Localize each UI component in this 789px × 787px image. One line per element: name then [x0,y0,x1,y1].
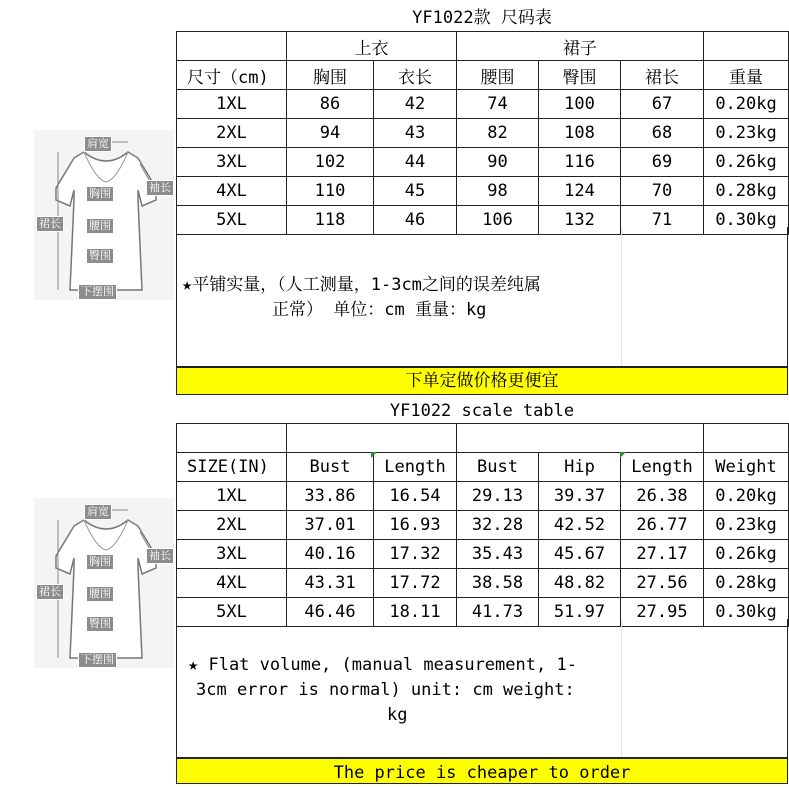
header-weight: Weight [704,453,789,482]
en-table-title: YF1022 scale table [389,401,575,421]
header-size: SIZE(IN) [177,453,287,482]
header-weight: 重量 [704,61,789,90]
empty-cell [704,32,789,61]
en-note-line-3: kg [387,705,408,725]
cell-size: 5XL [177,206,287,235]
cell-size: 2XL [177,119,287,148]
label-chest: 胸围 [86,554,114,570]
cell-bust: 33.86 [287,482,374,511]
cell-top-length: 43 [374,119,457,148]
cell-waist: 98 [457,177,539,206]
label-sleeve: 袖长 [146,180,174,196]
cell-hip: 108 [539,119,621,148]
header-top-length: 衣长 [374,61,457,90]
label-waist: 腰围 [86,218,114,234]
dress-measurement-figure [34,498,174,668]
header-skirt-length: 裙长 [621,61,704,90]
cell-hip: 48.82 [539,569,621,598]
en-size-table [176,423,789,627]
cell-size: 3XL [177,540,287,569]
dress-outline [34,498,174,668]
group-header-top: 上衣 [287,32,457,61]
cell-comment-marker [620,452,626,458]
cell-hip: 51.97 [539,598,621,627]
table-row [177,511,789,540]
cell-hip: 124 [539,177,621,206]
header-hip: 臀围 [539,61,621,90]
cell-top-length: 42 [374,90,457,119]
cell-weight: 0.23kg [704,119,789,148]
cell-size: 4XL [177,177,287,206]
label-dress-length: 裙长 [36,216,64,232]
cell-weight: 0.26kg [704,540,789,569]
en-header-row [177,453,789,482]
cell-bust: 43.31 [287,569,374,598]
label-shoulder: 肩宽 [84,136,112,152]
empty-cell [177,424,287,453]
label-dress-length: 裙长 [36,584,64,600]
header-hip: Hip [539,453,621,482]
cell-waist: 106 [457,206,539,235]
cell-skirt-length: 69 [621,148,704,177]
cell-skirt-length: 70 [621,177,704,206]
cell-top-length: 46 [374,206,457,235]
empty-cell [704,424,789,453]
cell-bust: 40.16 [287,540,374,569]
label-hem: 下摆围 [78,284,117,300]
cell-bust: 46.46 [287,598,374,627]
table-row [177,482,789,511]
divider [621,619,622,757]
cell-weight: 0.28kg [704,569,789,598]
empty-cell [457,424,704,453]
table-row [177,569,789,598]
cell-weight: 0.26kg [704,148,789,177]
header-chest: 胸围 [287,61,374,90]
cell-waist: 35.43 [457,540,539,569]
table-row [177,177,789,206]
en-promo-banner: The price is cheaper to order [176,758,788,784]
cell-chest: 118 [287,206,374,235]
cell-size: 5XL [177,598,287,627]
cell-waist: 74 [457,90,539,119]
cn-header-row [177,61,789,90]
cell-hip: 100 [539,90,621,119]
cell-chest: 86 [287,90,374,119]
cn-group-header-row [177,32,789,61]
cn-table-title: YF1022款 尺码表 [412,8,552,28]
header-size: 尺寸（cm) [177,61,287,90]
cell-skirt-length: 27.56 [621,569,704,598]
cell-skirt-length: 26.38 [621,482,704,511]
cell-waist: 41.73 [457,598,539,627]
cell-top-length: 45 [374,177,457,206]
header-skirt-length: Length [621,453,704,482]
empty-cell [177,32,287,61]
en-note-line-2: 3cm error is normal) unit: cm weight: [196,680,575,700]
en-group-header-row [177,424,789,453]
table-row [177,540,789,569]
cell-waist: 32.28 [457,511,539,540]
cell-top-length: 16.93 [374,511,457,540]
cn-note-line-1: ★平铺实量，（人工测量，1-3cm之间的误差纯属 [182,275,541,295]
cn-note-line-2: 正常） 单位：cm 重量：kg [272,300,487,320]
cell-chest: 110 [287,177,374,206]
dress-measurement-figure [34,130,174,300]
header-waist: Bust [457,453,539,482]
cn-size-table [176,31,789,235]
cell-weight: 0.20kg [704,90,789,119]
label-hem: 下摆围 [78,652,117,668]
cell-hip: 42.52 [539,511,621,540]
cell-waist: 82 [457,119,539,148]
label-hip: 臀围 [86,616,114,632]
cell-weight: 0.30kg [704,206,789,235]
header-bust: Bust [287,453,374,482]
label-chest: 胸围 [86,186,114,202]
cell-skirt-length: 67 [621,90,704,119]
group-header-skirt: 裙子 [457,32,704,61]
empty-cell [287,424,457,453]
cell-skirt-length: 27.95 [621,598,704,627]
dress-outline [34,130,174,300]
cell-weight: 0.30kg [704,598,789,627]
cell-top-length: 18.11 [374,598,457,627]
label-shoulder: 肩宽 [84,504,112,520]
cell-hip: 39.37 [539,482,621,511]
cell-weight: 0.20kg [704,482,789,511]
cell-waist: 29.13 [457,482,539,511]
cell-waist: 38.58 [457,569,539,598]
header-waist: 腰围 [457,61,539,90]
cell-chest: 102 [287,148,374,177]
cell-weight: 0.23kg [704,511,789,540]
cell-top-length: 44 [374,148,457,177]
cell-size: 1XL [177,90,287,119]
cell-size: 1XL [177,482,287,511]
table-row [177,148,789,177]
table-row [177,119,789,148]
label-hip: 臀围 [86,248,114,264]
cn-promo-banner: 下单定做价格更便宜 [176,367,788,395]
cell-top-length: 16.54 [374,482,457,511]
divider [621,227,622,366]
cell-hip: 132 [539,206,621,235]
en-note-line-1: ★ Flat volume, (manual measurement, 1- [188,655,577,675]
cell-skirt-length: 68 [621,119,704,148]
cell-skirt-length: 27.17 [621,540,704,569]
cell-chest: 94 [287,119,374,148]
table-row [177,90,789,119]
label-waist: 腰围 [86,586,114,602]
cell-top-length: 17.72 [374,569,457,598]
cell-bust: 37.01 [287,511,374,540]
label-sleeve: 袖长 [146,548,174,564]
cell-comment-marker [371,452,377,458]
cell-hip: 116 [539,148,621,177]
cell-top-length: 17.32 [374,540,457,569]
cell-waist: 90 [457,148,539,177]
header-top-length: Length [374,453,457,482]
cell-hip: 45.67 [539,540,621,569]
cell-size: 4XL [177,569,287,598]
cell-skirt-length: 71 [621,206,704,235]
cell-size: 3XL [177,148,287,177]
cell-weight: 0.28kg [704,177,789,206]
cell-skirt-length: 26.77 [621,511,704,540]
cell-size: 2XL [177,511,287,540]
